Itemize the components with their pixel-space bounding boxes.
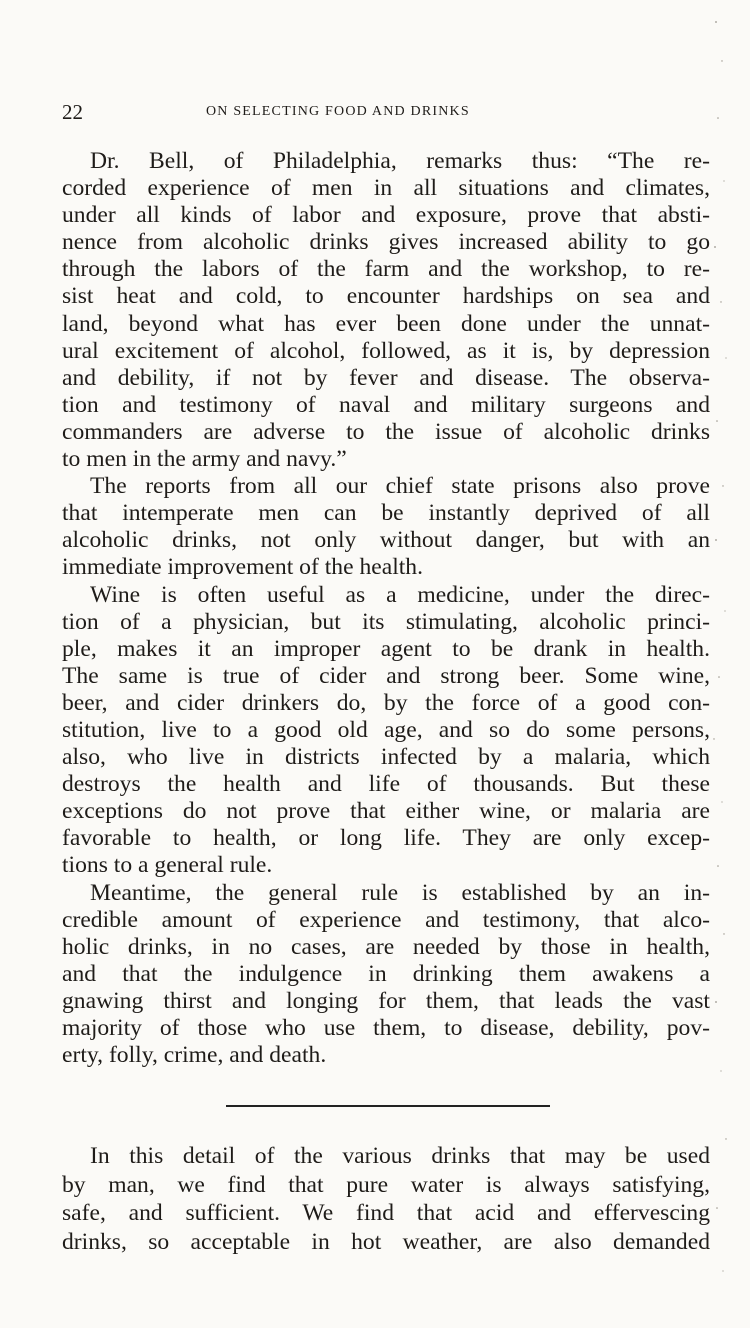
text-line: corded experience of men in all situations and climates, <box>62 175 710 202</box>
text-line: tions to a general rule. <box>62 852 273 879</box>
text-line: ple, makes it an improper agent to be drank in health. <box>62 635 710 662</box>
text-line: by man, we find that pure water is always satisfying, <box>62 1171 710 1198</box>
text-line: ural excitement of alcohol, followed, as it is, by depression <box>62 337 710 364</box>
body-text <box>62 148 710 1069</box>
paragraph-state-prisons <box>62 473 710 581</box>
text-line: beer, and cider drinkers do, by the force of a good con- <box>62 689 710 716</box>
book-page <box>62 100 710 1257</box>
text-line: Dr. Bell, of Philadelphia, remarks thus: “The re- <box>90 148 710 174</box>
text-line: nence from alcoholic drinks gives increased ability to go <box>62 229 710 256</box>
text-line: exceptions do not prove that either wine, or malaria are <box>62 798 710 825</box>
paragraph-general-rule <box>62 880 710 1070</box>
text-line: tion and testimony of naval and military surgeons and <box>62 391 710 418</box>
text-line: erty, folly, crime, and death. <box>62 1042 327 1069</box>
text-line: credible amount of experience and testimony, that alco- <box>62 906 710 933</box>
text-line: commanders are adverse to the issue of alcoholic drinks <box>62 418 710 445</box>
text-line: tion of a physician, but its stimulating, alcoholic princi- <box>62 608 710 635</box>
text-line: stitution, live to a good old age, and so do some persons, <box>62 716 710 743</box>
text-line: favorable to health, or long life. They are only excep- <box>62 825 710 852</box>
text-line: Wine is often useful as a medicine, under the direc- <box>90 581 710 608</box>
text-line: safe, and sufficient. We find that acid and effervescing <box>62 1200 710 1227</box>
paragraph-dr-bell-quote <box>62 148 710 473</box>
text-line: holic drinks, in no cases, are needed by those in health, <box>62 933 710 960</box>
text-line: also, who live in districts infected by a malaria, which <box>62 744 710 771</box>
text-line: The same is true of cider and strong beer. Some wine, <box>62 662 710 689</box>
text-line: sist heat and cold, to encounter hardships on sea and <box>62 283 710 310</box>
paragraph-drinks-detail <box>62 1142 710 1256</box>
text-line: and that the indulgence in drinking them awakens a <box>62 960 710 987</box>
page-edge-specks <box>712 0 732 1328</box>
text-line: drinks, so acceptable in hot weather, are also demanded <box>62 1228 710 1255</box>
text-line: gnawing thirst and longing for them, that leads the vast <box>62 987 710 1014</box>
text-line: under all kinds of labor and exposure, prove that absti- <box>62 202 710 229</box>
text-line: In this detail of the various drinks that may be used <box>90 1143 710 1170</box>
text-line: The reports from all our chief state prisons also prove <box>90 473 710 500</box>
text-line: and debility, if not by fever and disease. The observa- <box>62 364 710 391</box>
text-line: immediate improvement of the health. <box>62 554 424 581</box>
text-line: through the labors of the farm and the workshop, to re- <box>62 256 710 283</box>
text-line: land, beyond what has ever been done under the unnat- <box>62 310 710 337</box>
running-title: ON SELECTING FOOD AND DRINKS <box>206 104 470 119</box>
text-line: destroys the health and life of thousands. But these <box>62 771 710 798</box>
paragraph-wine <box>62 582 710 880</box>
text-line: alcoholic drinks, not only without danger, but with an <box>62 527 710 554</box>
running-head <box>62 100 710 134</box>
text-line: that intemperate men can be instantly deprived of all <box>62 500 710 527</box>
page-number: 22 <box>62 100 83 124</box>
text-line: to men in the army and navy.” <box>62 446 347 473</box>
text-line: Meantime, the general rule is established by an in- <box>90 879 710 906</box>
section-divider <box>226 1105 550 1107</box>
text-line: majority of those who use them, to disease, debility, pov- <box>62 1015 710 1041</box>
